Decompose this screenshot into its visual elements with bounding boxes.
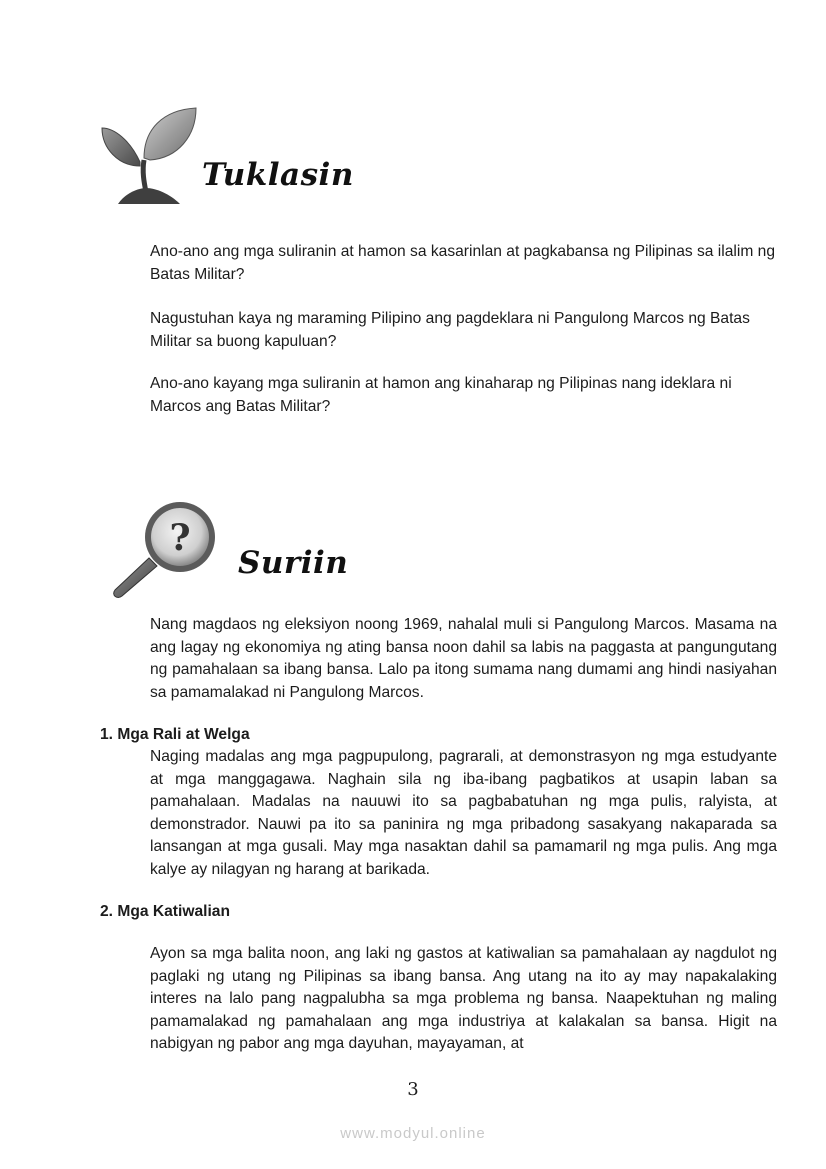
magnifying-glass-question-icon <box>105 500 230 600</box>
watermark: www.modyul.online <box>340 1125 486 1142</box>
tuklasin-title: Tuklasin <box>202 157 354 193</box>
tuklasin-question-1: Ano-ano ang mga suliranin at hamon sa kasarinlan at pagkabansa ng Pilipinas sa ilalim ng Batas Militar? <box>150 243 775 283</box>
section-body-rali: Naging madalas ang mga pagpupulong, pagrarali, at demonstrasyon ng mga estudyante at mga manggagawa. Naghain sila ng iba-ibang pagbatikos at usapin laban sa pamahalaan. Madalas na nauuwi ito sa pagbabatuhan ng mga pulis, ralyista, at demonstrador. Nauwi pa ito sa paninira ng mga pribadong sasakyang nakaparada sa lansangan at mga gusali. May mga nasaktan dahil sa pamamaril ng mga pulis. Ang mga kalye ay nilagyan ng harang at barikada. <box>150 748 777 878</box>
section-heading-katiwalian: 2. Mga Katiwalian <box>100 903 230 920</box>
page-number: 3 <box>407 1079 419 1100</box>
suriin-intro: Nang magdaos ng eleksiyon noong 1969, nahalal muli si Pangulong Marcos. Masama na ang lagay ng ekonomiya ng ating bansa noon dahil sa labis na paggasta at pangungutang ng pamahalaan sa ibang bansa. Lalo pa itong sumama nang dumami ang hindi nasiyahan sa pamamalakad ni Pangulong Marcos. <box>150 616 777 701</box>
section-body-katiwalian: Ayon sa mga balita noon, ang laki ng gastos at katiwalian sa pamahalaan ay nagdulot ng paglaki ng utang ng Pilipinas sa ibang bansa. Ang utang na ito ay may napakalaking interes na lalo pang nagpalubha sa mga problema ng bansa. Naapektuhan ng maling pamamalakad ng pamahalaan ang mga industriya at kalakalan sa bansa. Higit na nabigyan ng pabor ang mga dayuhan, mayayaman, at <box>150 945 777 1052</box>
svg-text:?: ? <box>169 517 191 559</box>
suriin-title: Suriin <box>238 545 349 581</box>
section-heading-rali: 1. Mga Rali at Welga <box>100 726 250 743</box>
sprout-icon <box>100 100 200 205</box>
tuklasin-question-3: Ano-ano kayang mga suliranin at hamon ang kinaharap ng Pilipinas nang ideklara ni Marcos ang Batas Militar? <box>150 375 732 415</box>
tuklasin-question-2: Nagustuhan kaya ng maraming Pilipino ang pagdeklara ni Pangulong Marcos ng Batas Militar sa buong kapuluan? <box>150 310 750 350</box>
